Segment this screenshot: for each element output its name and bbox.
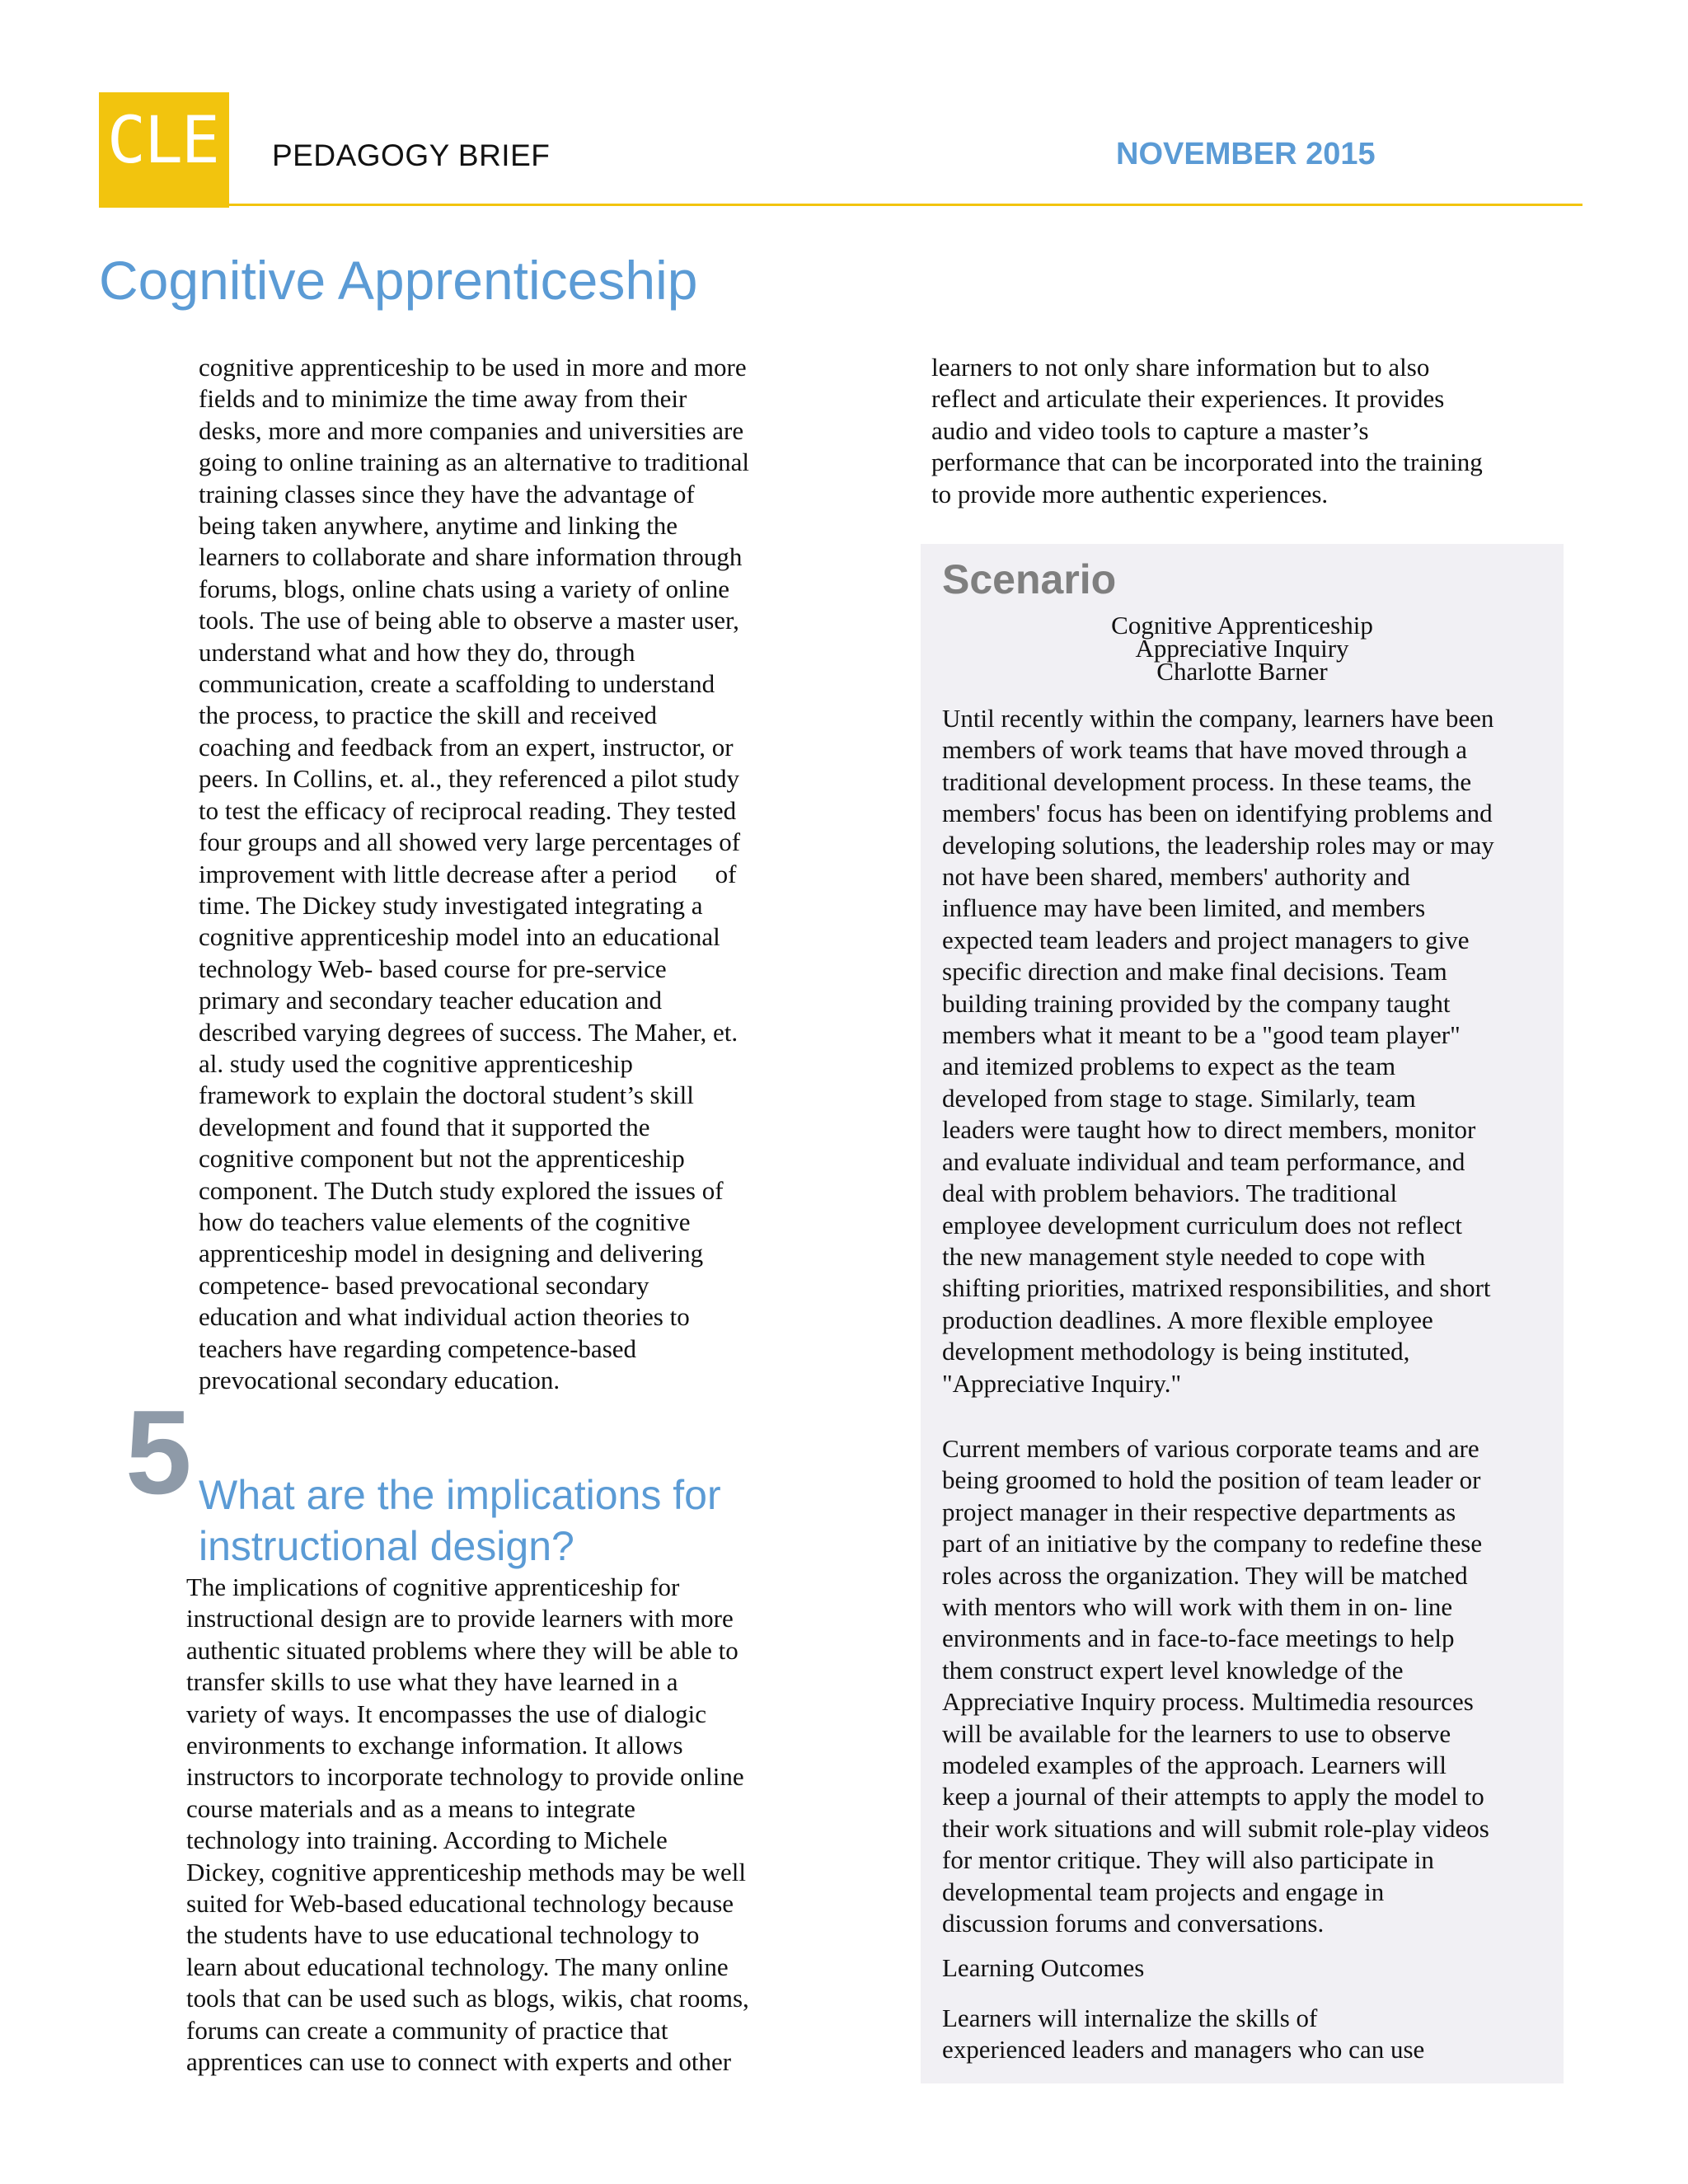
right-column-paragraph: learners to not only share information but to also reflect and articulate their experiences. It provides audio and video tools to capture a master’s performance that can be incorporated into the training to provide more authentic experiences. bbox=[931, 353, 1483, 509]
scenario-author: Charlotte Barner bbox=[1156, 657, 1328, 686]
brief-label: PEDAGOGY BRIEF bbox=[272, 138, 551, 172]
scenario-title: Scenario bbox=[942, 556, 1117, 602]
page-title: Cognitive Apprenticeship bbox=[99, 250, 698, 311]
learning-outcomes-heading: Learning Outcomes bbox=[942, 1953, 1145, 1982]
learning-outcomes-paragraph: Learners will internalize the skills of experienced leaders and managers who can use bbox=[942, 2004, 1425, 2064]
section-number: 5 bbox=[125, 1385, 192, 1519]
scenario-box bbox=[921, 544, 1564, 2083]
scenario-subtitle: Cognitive Apprenticeship bbox=[1111, 611, 1373, 640]
scenario-paragraph: Until recently within the company, learners have been members of work teams that have moved through a traditional development process. In these teams, the members' focus has been on identifying problems and developing solutions, the leadership roles may or may not have been shared, members' authority and influence may have been limited, and members expected team leaders and project managers to give specific direction and make final decisions. Team building training provided by the company taught members what it meant to be a "good team player" and itemized problems to expect as the team developed from stage to stage. Similarly, team leaders were taught how to direct members, monitor and evaluate individual and team performance, and deal with problem behaviors. The traditional employee development curriculum does not reflect the new management style needed to cope with shifting priorities, matrixed responsibilities, and short production deadlines. A more flexible employee development methodology is being instituted, "Appreciative Inquiry." bbox=[942, 704, 1494, 1398]
cle-logo bbox=[99, 92, 229, 208]
issue-date: NOVEMBER 2015 bbox=[1116, 137, 1376, 171]
scenario-paragraph: Current members of various corporate teams and are being groomed to hold the position of team leader or project manager in their respective departments as part of an initiative by the company to redefine these roles across the organization. They will be matched with mentors who will work with them in on- line environments and in face-to-face meetings to help them construct expert level knowledge of the Appreciative Inquiry process. Multimedia resources will be available for the learners to use to observe modeled examples of the approach. Learners will keep a journal of their attempts to apply the model to their work situations and will submit role-play videos for mentor critique. They will also participate in developmental team projects and engage in discussion forums and conversations. bbox=[942, 1434, 1489, 1938]
section-heading: What are the implications for instructional design? bbox=[199, 1472, 721, 1569]
header-divider bbox=[99, 204, 1582, 206]
scenario-subtitle: Appreciative Inquiry bbox=[1135, 634, 1349, 663]
logo-text: CLE bbox=[107, 104, 218, 178]
implications-paragraph: The implications of cognitive apprenticeship for instructional design are to provide learners with more authentic situated problems where they will be able to transfer skills to use what they have learned in a variety of ways. It encompasses the use of dialogic environments to exchange information. It allows instructors to incorporate technology to provide online course materials and as a means to integrate technology into training. According to Michele Dickey, cognitive apprenticeship methods may be well suited for Web-based educational technology because the students have to use educational technology to learn about educational technology. The many online tools that can be used such as blogs, wikis, chat rooms, forums can create a community of practice that apprentices can use to connect with experts and other bbox=[186, 1572, 749, 2077]
left-column-paragraph: cognitive apprenticeship to be used in more and more fields and to minimize the time away from their desks, more and more companies and universities are going to online training as an alternative to traditional training classes since they have the advantage of being taken anywhere, anytime and linking the learners to collaborate and share information through forums, blogs, online chats using a variety of online tools. The use of being able to observe a master user, understand what and how they do, through communication, create a scaffolding to understand the process, to practice the skill and received coaching and feedback from an expert, instructor, or peers. In Collins, et. al., they referenced a pilot study to test the efficacy of reciprocal reading. They tested four groups and all showed very large percentages of improvement with little decrease after a period of time. The Dickey study investigated integrating a cognitive apprenticeship model into an educational technology Web- based course for pre-service primary and secondary teacher education and described varying degrees of success. The Maher, et. al. study used the cognitive apprenticeship framework to explain the doctoral student’s skill development and found that it supported the cognitive component but not the apprenticeship component. The Dutch study explored the issues of how do teachers value elements of the cognitive apprenticeship model in designing and delivering competence- based prevocational secondary education and what individual action theories to teachers have regarding competence-based prevocational secondary education. bbox=[199, 353, 750, 1394]
